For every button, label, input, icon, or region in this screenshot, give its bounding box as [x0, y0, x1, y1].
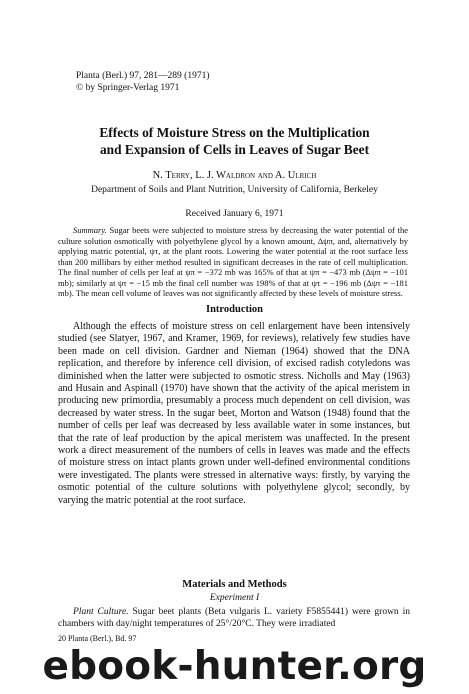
summary-text: Sugar beets were subjected to moisture stress by decreasing the water potential of the culture solution osmotically with polyethylene glycol by a known amount, Δψπ, and, alternatively by applying matric potential, ψτ, at the plant roots. Lowering the water potential at the root surface less than 200 millibars by either method resulted in significant decreases in the rate of cell multiplication. The final number of cells per leaf at ψπ = −372 mb was 165% of that at ψπ = −473 mb (Δψπ = −101 mb); similarly at ψτ = −15 mb the final cell number was 198% of that at ψτ = −196 mb (Δψτ = −181 mb). The mean cell volume of leaves was not significantly affected by these levels of moisture stress.	[58, 225, 409, 298]
methods-heading: Materials and Methods	[182, 579, 287, 590]
summary-paragraph	[58, 225, 408, 299]
affiliation: Department of Soils and Plant Nutrition, University of California, Berkeley	[91, 185, 378, 195]
authors: N. Terry, L. J. Waldron and A. Ulrich	[152, 170, 317, 181]
introduction-heading: Introduction	[206, 304, 263, 315]
journal-citation	[76, 70, 210, 94]
journal-line: Planta (Berl.) 97, 281—289 (1971)	[76, 71, 210, 81]
plant-culture-paragraph	[58, 606, 410, 630]
title-line-2: and Expansion of Cells in Leaves of Sugar Beet	[99, 142, 370, 157]
plant-culture-text: Sugar beet plants (Beta vulgaris L. variety F5855441) were grown in chambers with day/night temperatures of 25°/20°C. They were irradiated	[58, 607, 410, 630]
page-footer: 20 Planta (Berl.), Bd. 97	[58, 634, 137, 643]
summary-label: Summary.	[73, 225, 107, 235]
received-date: Received January 6, 1971	[185, 209, 284, 219]
watermark-text: ebook-hunter.org	[42, 644, 427, 689]
experiment-subheading: Experiment I	[209, 593, 260, 603]
title-line-1: Effects of Moisture Stress on the Multiplication	[99, 125, 370, 140]
copyright-line: © by Springer-Verlag 1971	[76, 83, 180, 93]
introduction-paragraph: Although the effects of moisture stress on cell enlargement have been intensively studied (see Slatyer, 1967, and Kramer, 1969, for reviews), relatively few studies have been made on cell division. Gardner and Nieman (1964) showed that the DNA replication, and therefore by inference cell division, of excised radish cotyledons was diminished when the latter were subjected to osmotic stress. Nicholls and May (1963) and Husain and Aspinall (1970) have shown that the activity of the apical meristem in producing new primordia, presumably a process much dependent on cell division, was decreased by water stress. In the sugar beet, Morton and Watson (1948) found that the number of cells per leaf was decreased by less available water in some instances, but that the rate of leaf production by the apical meristem was unaffected. In the present work a direct measurement of the numbers of cells in leaves was made and the effects of moisture stress on intact plants grown under well-defined environmental conditions were investigated. The plants were stressed in alternative ways: firstly, by varying the osmotic potential of the culture solutions with polyethylene glycol; secondly, by varying the matric potential at the root surface.	[58, 321, 410, 506]
paper-title	[40, 124, 429, 158]
plant-culture-label: Plant Culture.	[73, 607, 129, 617]
